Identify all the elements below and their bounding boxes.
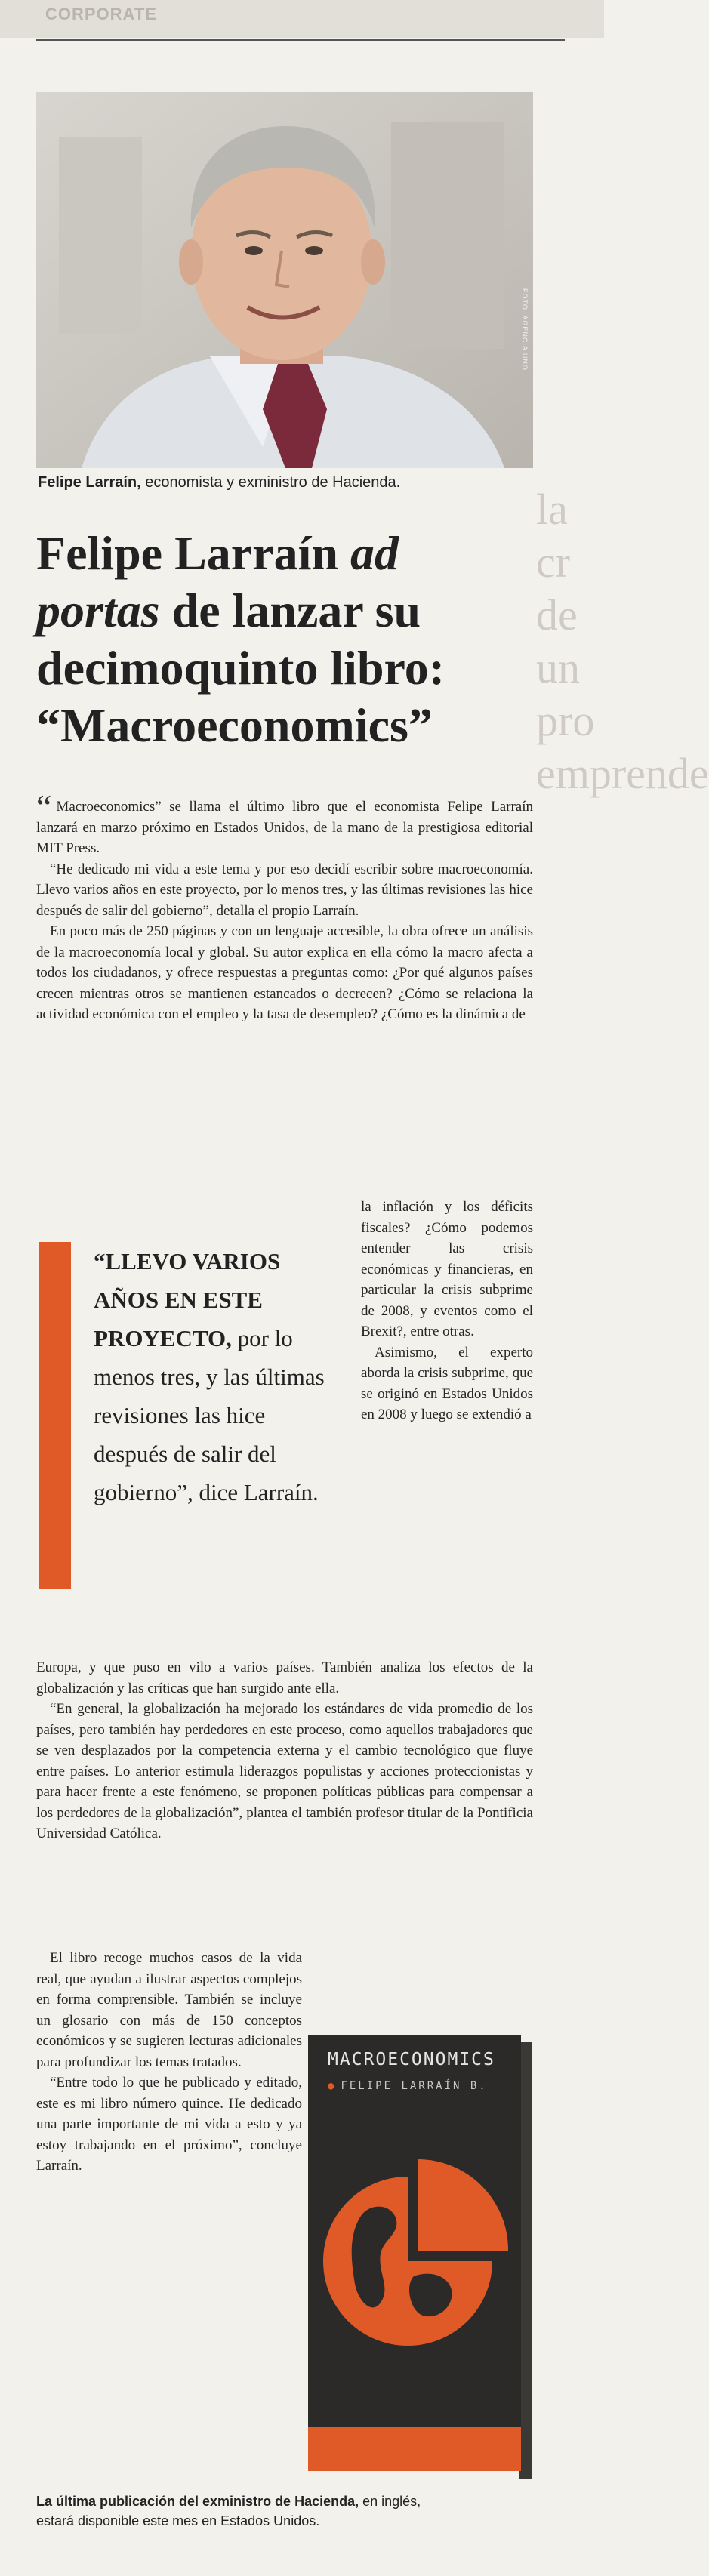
- paragraph: “He dedicado mi vida a este tema y por eso decidí escribir sobre macroeconomía. Llevo varios años en este proyecto, por lo menos tres, y las últimas revisiones las hice después de salir del gobierno”, detalla el propio Larraín.: [36, 861, 533, 919]
- pull-quote: [39, 1242, 341, 1597]
- photo-caption: [38, 474, 400, 491]
- caption-rest: economista y exministro de Hacienda.: [140, 474, 401, 491]
- paragraph: “En general, la globalización ha mejorado los estándares de vida promedio de los países, pero también hay perdedores en este proceso, como aquellos trabajadores que se ven desplazados por la competencia externa y el cambio tecnológico que fluye entre países. Lo anterior estimula liderazgos populistas y acciones proteccionistas y para hacer frente a este fenómeno, se proponen políticas públicas para compensar a los perdedores de la globalización”, plantea el también profesor titular de la Pontificia Universidad Católica.: [36, 1701, 533, 1841]
- article-column-top: [36, 787, 533, 1025]
- paragraph: la inflación y los déficits fiscales? ¿Cómo podemos entender las crisis económicas y financieras, en particular la crisis subprime de 2008, y eventos como el Brexit?, entre otras.: [361, 1199, 533, 1339]
- lead-text: Macroeconomics” se llama el último libro que el economista Felipe Larraín lanzará en marzo próximo en Estados Unidos, de la mano de la prestigiosa editorial MIT Press.: [36, 799, 533, 856]
- article-column-middle: [36, 1657, 533, 1844]
- paragraph: Europa, y que puso en vilo a varios países. También analiza los efectos de la globalización y las críticas que han surgido ante ella.: [36, 1659, 533, 1696]
- book-cover-image: [308, 2035, 532, 2480]
- photo-credit: FOTO: AGENCIA UNO: [521, 288, 529, 371]
- book-caption: [36, 2491, 459, 2531]
- headline-part1: Felipe Larraín: [36, 526, 350, 580]
- globe-pie-icon: [308, 2035, 521, 2471]
- lead-paragraph: [36, 787, 533, 859]
- article-column-narrow: [361, 1197, 533, 1425]
- portrait-illustration: [36, 92, 533, 468]
- pull-quote-bold: “LLEVO VARIOS AÑOS EN ESTE PROYECTO,: [94, 1248, 281, 1351]
- section-tag: CORPORATE: [45, 5, 157, 23]
- article-column-bottom: [36, 1948, 302, 2177]
- book-spine: [519, 2042, 532, 2479]
- headline: [36, 525, 527, 754]
- caption-name: Felipe Larraín,: [38, 474, 141, 491]
- pull-quote-rest: por lo menos tres, y las últimas revisiones las hice después de salir del gobierno”, dice Larraín.: [94, 1325, 325, 1505]
- top-rule: [36, 39, 565, 41]
- book-caption-rest: en inglés, estará disponible este mes en Estados Unidos.: [36, 2494, 421, 2528]
- book-cover: [308, 2035, 521, 2471]
- paragraph: El libro recoge muchos casos de la vida real, que ayudan a ilustrar aspectos complejos en forma comprensible. También se incluye un glosario con más de 150 conceptos económicos y se sugieren lecturas adicionales para profundizar los temas tratados.: [36, 1950, 302, 2070]
- top-strip: [0, 0, 604, 38]
- book-author: ● FELIPE LARRAÍN B.: [328, 2080, 488, 2092]
- bleed-through-text: la cr de un pro emprende: [536, 485, 709, 798]
- accent-bar: [39, 1242, 71, 1589]
- pull-quote-text: [94, 1242, 343, 1511]
- paragraph: Asimismo, el experto aborda la crisis subprime, que se originó en Estados Unidos en 2008 y luego se extendió a: [361, 1344, 533, 1422]
- book-caption-bold: La última publicación del exministro de Hacienda,: [36, 2494, 359, 2509]
- headline-part2: de lanzar su decimoquinto libro: “Macroeconomics”: [36, 584, 445, 752]
- portrait-photo: [36, 92, 533, 468]
- book-title: MACROECONOMICS: [328, 2050, 495, 2069]
- paragraph: En poco más de 250 páginas y con un lenguaje accesible, la obra ofrece un análisis de la macroeconomía local y global. Su autor explica en ella cómo la macro afecta a todos los ciudadanos, y ofrece respuestas a preguntas como: ¿Por qué algunos países crecen mientras otros se mantienen estancados o decrecen? ¿Cómo se relaciona la actividad económica con el empleo y la tasa de desempleo? ¿Cómo es la dinámica de: [36, 923, 533, 1022]
- paragraph: “Entre todo lo que he publicado y editado, este es mi libro número quince. He dedicado una parte importante de mi vida a esto y ya estoy trabajando en el próximo”, concluye Larraín.: [36, 2075, 302, 2174]
- headline-italic: ad portas: [36, 526, 399, 637]
- opening-quote-mark: “: [36, 787, 52, 826]
